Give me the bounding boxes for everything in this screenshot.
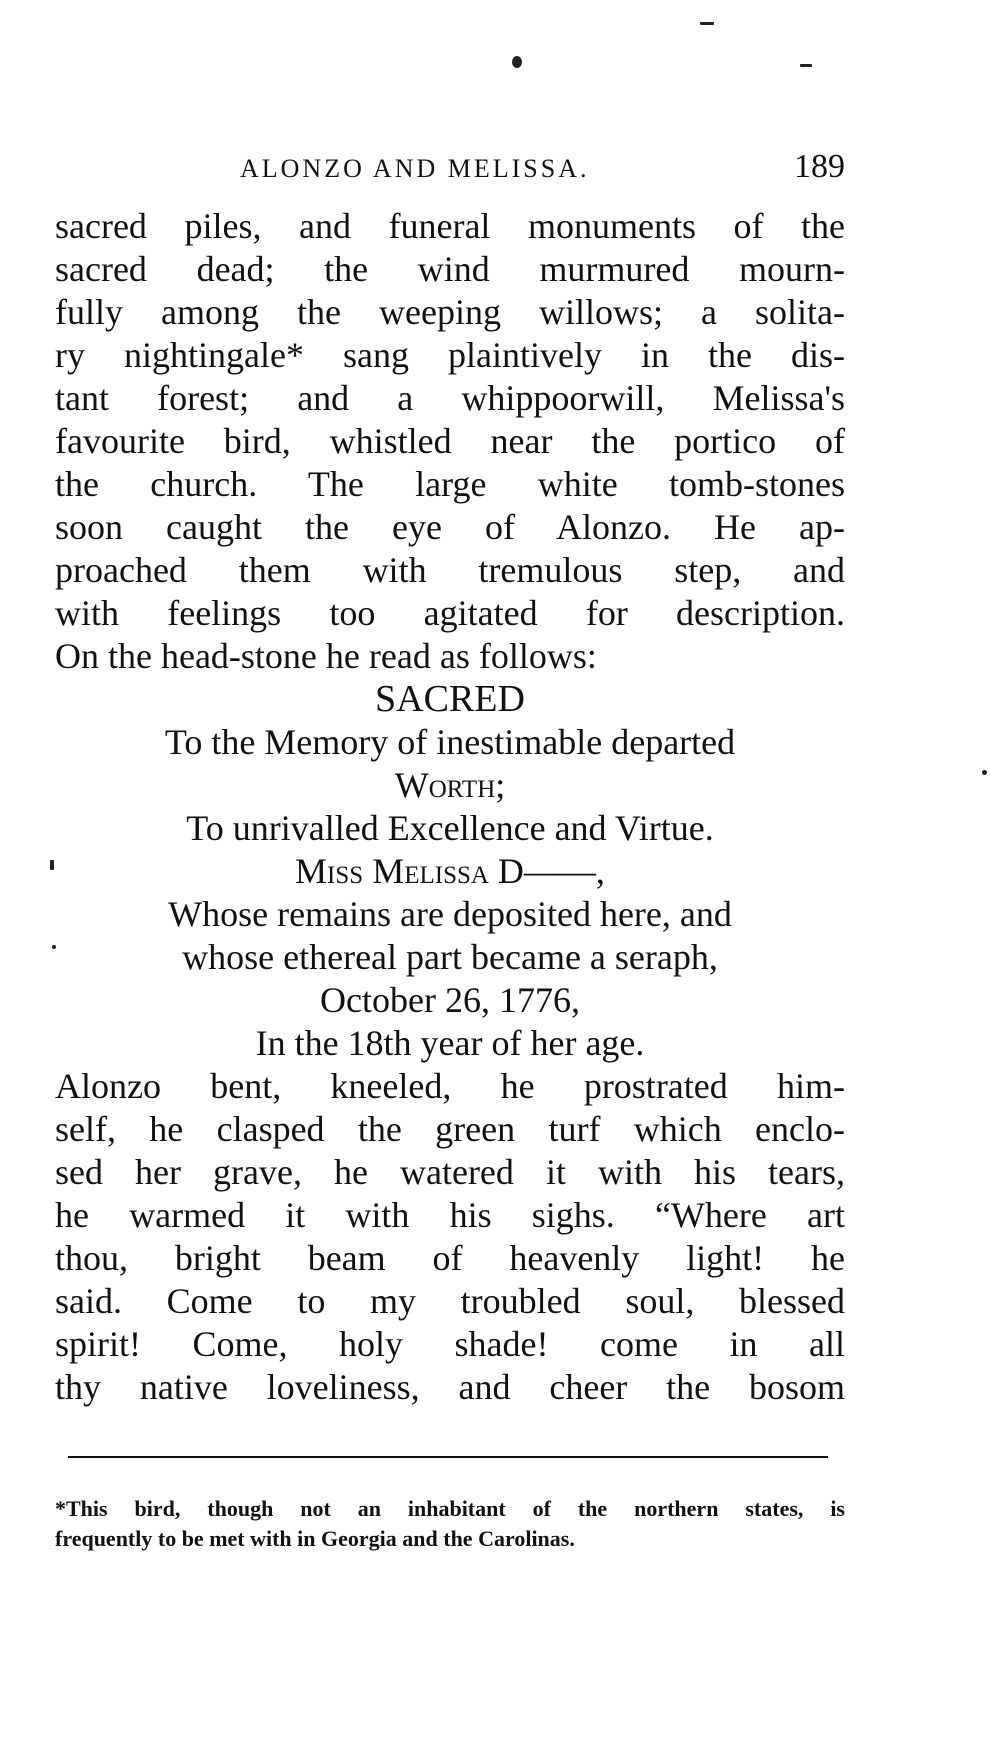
text-line: favourite bird, whistled near the portico of <box>55 421 845 461</box>
text-line: the church. The large white tomb-stones <box>55 464 845 504</box>
text-line: proached them with tremulous step, and <box>55 550 845 590</box>
text-line: tant forest; and a whippoorwill, Melissa's <box>55 378 845 418</box>
page-header <box>55 148 845 188</box>
scan-speck <box>52 945 56 949</box>
epitaph-heading: SACRED <box>375 678 525 720</box>
epitaph-line: Worth; <box>394 765 506 805</box>
epitaph-line: In the 18th year of her age. <box>255 1023 645 1063</box>
text-line: thy native loveliness, and cheer the bosom <box>55 1367 845 1407</box>
text-line: sacred dead; the wind murmured mourn- <box>55 249 845 289</box>
epitaph-name: Miss Melissa D——, <box>295 851 605 891</box>
scan-speck <box>50 860 54 870</box>
scan-speck <box>700 22 714 25</box>
scan-speck <box>800 64 812 67</box>
text-line: he warmed it with his sighs. “Where art <box>55 1195 845 1235</box>
text-line: with feelings too agitated for description. <box>55 593 845 633</box>
footnote-line: *This bird, though not an inhabitant of the northern states, is <box>55 1496 845 1521</box>
scan-speck <box>982 770 987 775</box>
page-number: 189 <box>794 148 845 185</box>
epitaph-line: To the Memory of inestimable departed <box>164 722 736 762</box>
text-line: sed her grave, he watered it with his tears, <box>55 1152 845 1192</box>
text-line: said. Come to my troubled soul, blessed <box>55 1281 845 1321</box>
epitaph-line: Whose remains are deposited here, and <box>168 894 732 934</box>
text-line: On the head-stone he read as follows: <box>55 636 597 676</box>
footnote <box>55 1494 845 1554</box>
epitaph-date: October 26, 1776, <box>320 980 580 1020</box>
epitaph-line: whose ethereal part became a seraph, <box>182 937 718 977</box>
text-line: fully among the weeping willows; a solita- <box>55 292 845 332</box>
text-line: spirit! Come, holy shade! come in all <box>55 1324 845 1364</box>
text-line: sacred piles, and funeral monuments of the <box>55 206 845 246</box>
running-head: ALONZO AND MELISSA. <box>240 154 590 183</box>
footnote-line: frequently to be met with in Georgia and the Carolinas. <box>55 1526 575 1551</box>
epitaph-line: To unrivalled Excellence and Virtue. <box>186 808 714 848</box>
epitaph <box>55 678 845 1065</box>
text-line: ry nightingale* sang plaintively in the dis- <box>55 335 845 375</box>
footnote-rule <box>68 1456 828 1458</box>
scan-speck <box>512 56 522 68</box>
text-line: soon caught the eye of Alonzo. He ap- <box>55 507 845 547</box>
text-line: Alonzo bent, kneeled, he prostrated him- <box>55 1066 845 1106</box>
text-line: self, he clasped the green turf which enclo- <box>55 1109 845 1149</box>
body-text <box>55 205 845 1409</box>
text-line: thou, bright beam of heavenly light! he <box>55 1238 845 1278</box>
